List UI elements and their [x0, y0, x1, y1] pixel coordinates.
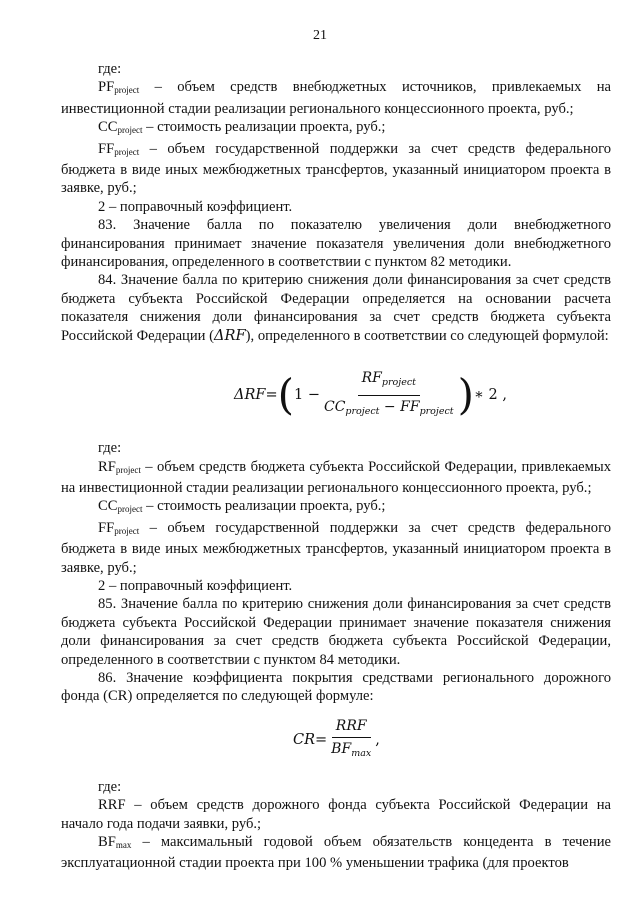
formula-delta-rf: ΔRF = ( 1 − $\frac{RF_{project}}{CC_{project} - FF_{project}}$ ) ∗ 2 , — [234, 370, 507, 419]
formula-cr: CR = $\frac{\text{RRF}}{BF_{max}}$ , — [293, 717, 380, 760]
paragraph-85: 85. Значение балла по критерию снижения доли финансирования за счет средств бюджета субъекта Российской Федерации принимает значение показателя снижения доли финансирования за счет средств бюджета субъекта Российской Федерации, определенного в соответствии с пунктом 84 методики. — [61, 596, 611, 668]
definition-cc-project: $CC_{project}$ – стоимость реализации проекта, руб.; — [98, 498, 386, 515]
where-label: где: — [98, 778, 122, 795]
definition-bf-max: $BF_{max}$ – максимальный годовой объем обязательств концедента в течение эксплуатационной стадии проекта при 100 % уменьшении трафика (для проектов — [61, 834, 611, 872]
definition-rrf: RRF – объем средств дорожного фонда субъекта Российской Федерации на начало года подачи заявки, руб.; — [61, 797, 611, 832]
where-label: где: — [98, 61, 122, 77]
paragraph-83: 83. Значение балла по показателю увеличения доли внебюджетного финансирования принимает значение показателя увеличения доли внебюджетного финансирования, определенного в соответствии с пунктом 82 методики. — [61, 217, 611, 271]
definition-rf-project: $RF_{project}$ – объем средств бюджета субъекта Российской Федерации, привлекаемых на инвестиционной стадии реализации регионального концессионного проекта, руб.; — [61, 458, 611, 496]
where-label: где: — [98, 440, 122, 457]
document-body — [61, 60, 611, 873]
page-number: 21 — [313, 28, 327, 43]
definition-coefficient: 2 – поправочный коэффициент. — [98, 577, 293, 594]
definition-coefficient: 2 – поправочный коэффициент. — [98, 198, 293, 215]
paragraph-84: 84. Значение балла по критерию снижения доли финансирования за счет средств бюджета субъекта Российской Федерации определяется на основании расчета показателя снижения доли финансирования за счет средств бюджета субъекта Российской Федерации (ΔRF), определенного в соответствии со следующей формулой: — [61, 272, 611, 344]
paragraph-86: 86. Значение коэффициента покрытия средствами регионального дорожного фонда (CR) определяется по следующей формуле: — [61, 669, 611, 705]
definition-cc-project: $CC_{project}$ – стоимость реализации проекта, руб.; — [98, 119, 386, 136]
definition-ff-project: $FF_{project}$ – объем государственной поддержки за счет средств федерального бюджета в виде иных межбюджетных трансфертов, указанный инициатором проекта в заявке, руб.; — [61, 140, 611, 197]
definition-ff-project: $FF_{project}$ – объем государственной поддержки за счет средств федерального бюджета в виде иных межбюджетных трансфертов, указанный инициатором проекта в заявке, руб.; — [61, 519, 611, 576]
definition-pf-project: $PF_{project}$ – объем средств внебюджетных источников, привлекаемых на инвестиционной стадии реализации регионального концессионного проекта, руб.; — [61, 79, 611, 117]
